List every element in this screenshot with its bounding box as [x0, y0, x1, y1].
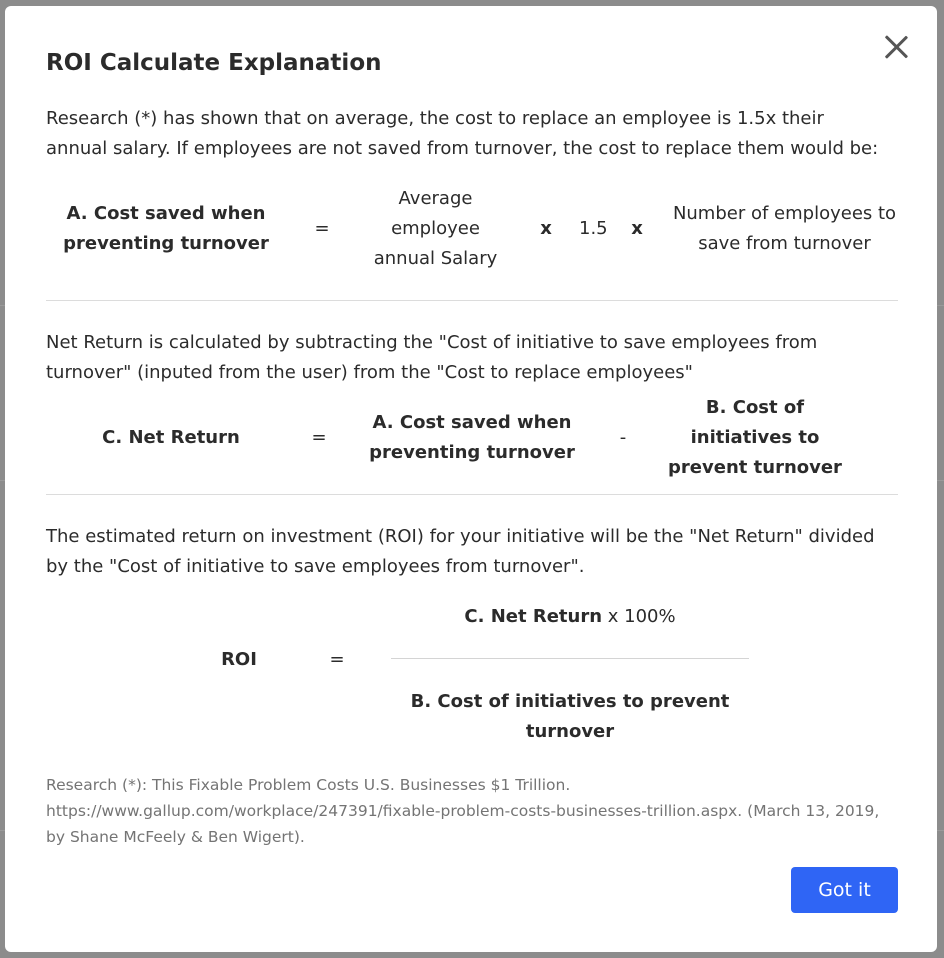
roi-equals: =: [329, 649, 345, 670]
net-return-text: Net Return is calculated by subtracting the "Cost of initiative to save employees from turnover" (inputed from the user) from the "Cost to replace employees": [46, 332, 818, 383]
formula-c-minus: -: [619, 427, 627, 448]
formula-net-return: [46, 397, 898, 478]
formula-a-factor: 1.5: [579, 218, 608, 239]
roi-numerator-multiplier: x 100%: [602, 606, 676, 627]
formula-c-initiative-cost: B. Cost of initiatives to prevent turnover: [668, 397, 842, 478]
roi-numerator: [391, 602, 749, 632]
section-divider: [46, 494, 898, 495]
roi-numerator-label: C. Net Return: [464, 606, 603, 627]
formula-a-times: x: [631, 218, 643, 239]
formula-a-salary: Average employee annual Salary: [373, 188, 498, 269]
section-divider: [46, 300, 898, 301]
fraction-bar: [391, 658, 749, 659]
research-footnote: Research (*): This Fixable Problem Costs U.S. Businesses $1 Trillion. https://www.gallup.com/workplace/247391/fixable-problem-costs-businesses-trillion.aspx. (March 13, 2019, by Shane McFeely & Ben Wigert).: [46, 776, 880, 846]
modal-title: ROI Calculate Explanation: [46, 50, 382, 76]
formula-c-equals: =: [311, 427, 327, 448]
roi-denominator: B. Cost of initiatives to prevent turnover: [410, 691, 730, 742]
formula-cost-saved: [46, 184, 898, 274]
roi-label: ROI: [221, 649, 257, 670]
roi-explanation-modal: [5, 6, 937, 952]
formula-a-times: x: [540, 218, 552, 239]
formula-a-employees: Number of employees to save from turnover: [672, 203, 897, 254]
formula-a-label: A. Cost saved when preventing turnover: [63, 203, 269, 254]
roi-text: The estimated return on investment (ROI) for your initiative will be the "Net Return" divided by the "Cost of initiative to save employees from turnover".: [46, 526, 875, 577]
formula-c-cost-saved: A. Cost saved when preventing turnover: [369, 412, 575, 463]
close-icon[interactable]: [879, 30, 913, 64]
intro-text: Research (*) has shown that on average, the cost to replace an employee is 1.5x their annual salary. If employees are not saved from turnover, the cost to replace them would be:: [46, 108, 879, 159]
formula-c-label: C. Net Return: [102, 427, 240, 448]
formula-a-equals: =: [314, 218, 330, 239]
got-it-button[interactable]: Got it: [791, 867, 898, 913]
